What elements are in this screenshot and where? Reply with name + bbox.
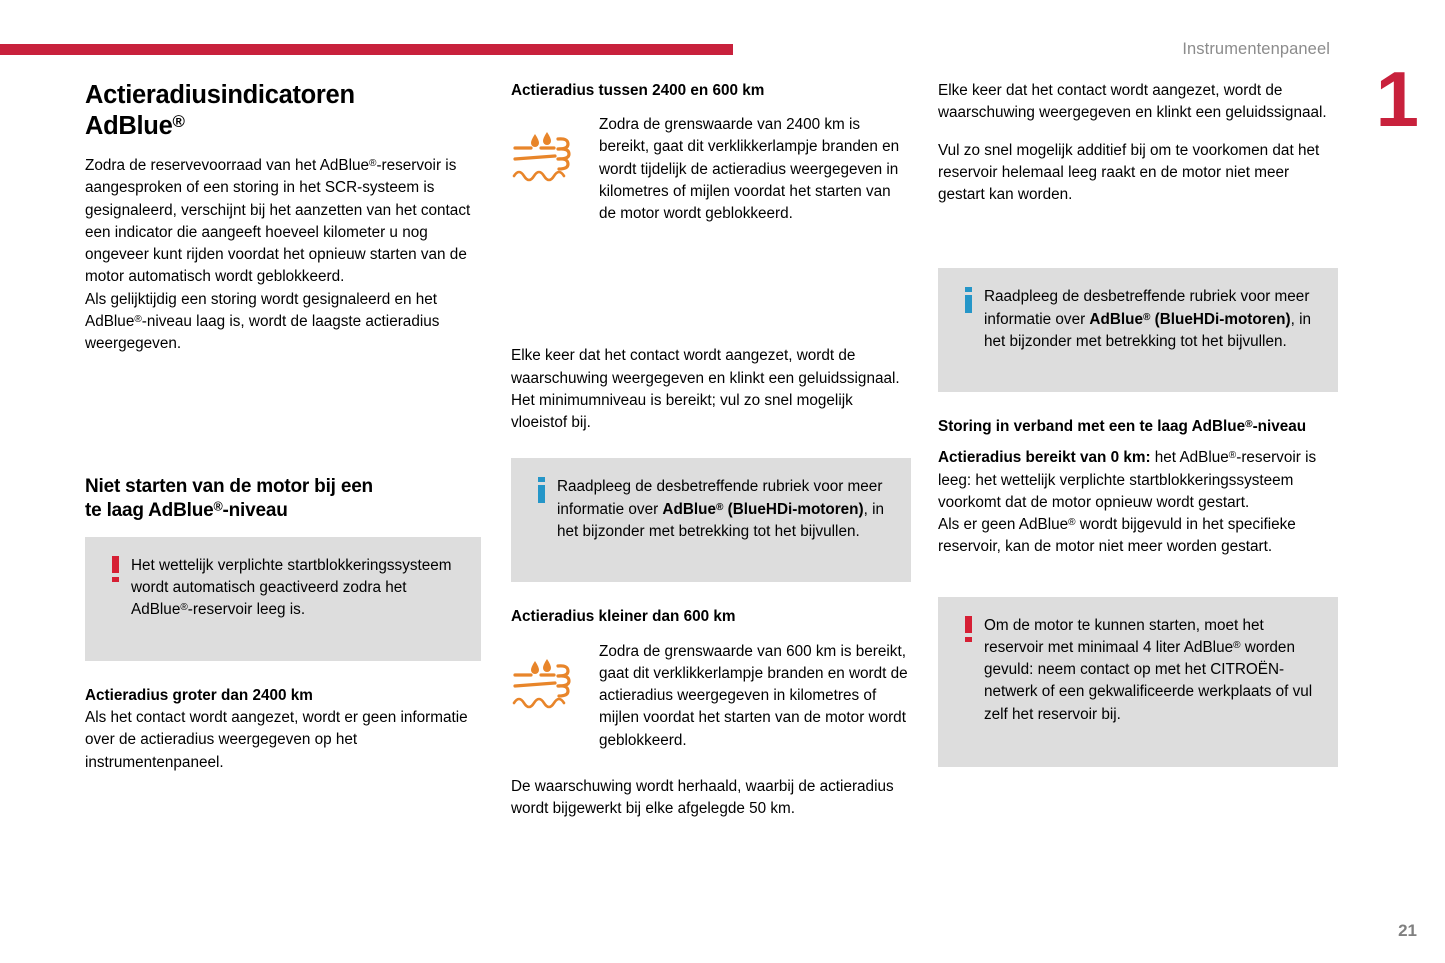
intro-text-c: Als gelijktijdig een storing wordt gesignaleerd en het AdBlue <box>85 290 438 330</box>
subheading-range-over-2400: Actieradius groter dan 2400 km <box>85 686 313 704</box>
registered-mark: ® <box>172 111 185 131</box>
warning-exclamation-icon <box>112 556 119 582</box>
spacer <box>938 392 1338 416</box>
figure-row-between <box>511 114 911 225</box>
chapter-number-tab: 1 <box>1375 55 1417 143</box>
heading-line2-suffix: -niveau <box>222 500 288 522</box>
info-text-bold <box>1089 311 1290 328</box>
registered-mark: ® <box>1228 450 1237 462</box>
body-range-over-2400: Als het contact wordt aangezet, wordt er geen informatie over de actieradius weergegeven op het instrumentenpaneel. <box>85 709 468 771</box>
figure-row-under600 <box>511 641 911 752</box>
info-text-a: Raadpleeg de desbetreffende rubriek voor meer informatie over <box>557 478 883 518</box>
intro-paragraph-2 <box>85 289 481 356</box>
info-text-b: , in het bijzonder met betrekking tot het bijvullen. <box>984 310 1312 350</box>
intro-text-b: -reservoir is aangesproken of een storing in het SCR-systeem is gesignaleerd, verschijnt bij het aanzetten van het contact een indicator die aangeeft hoeveel kilometer u nog ongeveer kunt rijden voordat het opnieuw starten van de motor automatisch wordt geblokkeerd. <box>85 157 471 286</box>
spacer <box>938 125 1338 140</box>
registered-mark: ® <box>369 157 377 169</box>
info-bold-b: (BlueHDi-motoren) <box>1150 310 1291 328</box>
body-refill-additive: Vul zo snel mogelijk additief bij om te voorkomen dat het reservoir helemaal leeg raakt en de motor niet meer gestart kan worden. <box>938 141 1320 203</box>
body-range-zero <box>938 447 1338 514</box>
icon-slot <box>952 615 984 642</box>
warning-text-a: Om de motor te kunnen starten, moet het reservoir met minimaal 4 liter AdBlue <box>984 616 1264 656</box>
registered-mark: ® <box>1142 311 1151 323</box>
registered-mark: ® <box>213 499 223 514</box>
information-i-icon <box>538 477 545 503</box>
spacer <box>938 206 1338 268</box>
info-text-bold <box>662 501 863 518</box>
intro-paragraph <box>85 155 481 289</box>
warning-callout-box <box>85 537 481 661</box>
information-i-icon <box>965 287 972 313</box>
warning-callout-text <box>131 555 465 622</box>
body-minimum-level: Het minimumniveau is bereikt; vul zo snel mogelijk vloeistof bij. <box>511 391 853 432</box>
spacer <box>511 582 911 606</box>
header-rule <box>0 44 733 55</box>
subheading-range-between: Actieradius tussen 2400 en 600 km <box>511 82 765 99</box>
body-zero-d: wordt bijgevuld in het specifieke reservoir, kan de motor niet meer worden gestart. <box>938 516 1296 556</box>
icon-slot <box>511 641 599 718</box>
body-warning-repeat: De waarschuwing wordt herhaald, waarbij de actieradius wordt bijgewerkt bij elke afgelegde 50 km. <box>511 777 894 818</box>
info-text-a: Raadpleeg de desbetreffende rubriek voor meer informatie over <box>984 288 1310 328</box>
body-ignition-col2: Elke keer dat het contact wordt aangezet, wordt de waarschuwing weergegeven en klinkt een geluidssignaal. <box>511 347 900 387</box>
body-zero-c: Als er geen AdBlue <box>938 516 1069 534</box>
spacer <box>938 438 1338 447</box>
figure-text-under600: Zodra de grenswaarde van 600 km is bereikt, gaat dit verklikkerlampje branden en wordt de actieradius weergegeven in kilometres of mijlen voordat het starten van de motor wordt geblokkeerd. <box>599 642 908 749</box>
page-title-line1: Actieradiusindicatoren <box>85 81 355 109</box>
section-header-title: Instrumentenpaneel <box>1182 40 1330 58</box>
info-bold-a: AdBlue <box>662 500 716 518</box>
heading-line1: Niet starten van de motor bij een <box>85 476 373 498</box>
body-zero-bold: Actieradius bereikt van 0 km: <box>938 449 1151 467</box>
info-callout-box-col2 <box>511 458 911 582</box>
spacer <box>938 559 1338 597</box>
intro-text-a: Zodra de reservevoorraad van het AdBlue <box>85 157 370 175</box>
heading-fault-low-adblue <box>938 416 1338 438</box>
warning-text-a: Het wettelijk verplichte startblokkeringssysteem wordt automatisch geactiveerd zodra het AdBlue <box>131 556 452 619</box>
body-range-zero-2 <box>938 514 1338 559</box>
registered-mark: ® <box>1068 516 1076 528</box>
heading-line2: te laag AdBlue <box>85 500 214 522</box>
spacer <box>511 752 911 776</box>
subheading-range-under-600: Actieradius kleiner dan 600 km <box>511 608 736 626</box>
registered-mark: ® <box>1245 419 1253 431</box>
figure-text-between: Zodra de grenswaarde van 2400 km is bereikt, gaat dit verklikkerlampje branden en wordt tijdelijk de actieradius weergegeven in kilometres of mijlen voordat het starten van de motor wordt geblokkeerd. <box>599 116 900 223</box>
page-number: 21 <box>1398 921 1417 940</box>
adblue-telltale-icon <box>511 655 585 711</box>
registered-mark: ® <box>1233 639 1241 651</box>
registered-mark: ® <box>180 602 188 614</box>
column-three <box>938 80 1338 767</box>
page-title-line2: AdBlue <box>85 111 173 140</box>
warning-text-b: worden gevuld: neem contact op met het CITROËN-netwerk of een gekwalificeerde werkplaats of vul zelf het reservoir bij. <box>984 638 1313 723</box>
heading-fault-b: -niveau <box>1252 418 1307 436</box>
spacer <box>511 434 911 458</box>
warning-exclamation-icon <box>965 616 972 642</box>
info-callout-box-col3 <box>938 268 1338 392</box>
page-title <box>85 80 481 141</box>
icon-slot <box>99 555 131 582</box>
icon-slot <box>511 114 599 191</box>
warning-callout-text-col3 <box>984 615 1322 726</box>
registered-mark: ® <box>134 313 142 325</box>
column-two <box>511 80 911 820</box>
heading-fault-a: Storing in verband met een te laag AdBlue <box>938 418 1246 436</box>
intro-text-d: -niveau laag is, wordt de laagste actieradius weergegeven. <box>85 312 440 353</box>
icon-slot <box>525 476 557 503</box>
warning-callout-box-col3 <box>938 597 1338 767</box>
info-bold-a: AdBlue <box>1089 310 1143 328</box>
body-ignition-col3: Elke keer dat het contact wordt aangezet, wordt de waarschuwing weergegeven en klinkt een geluidssignaal. <box>938 82 1327 122</box>
info-callout-text-col2 <box>557 476 895 543</box>
registered-mark: ® <box>715 501 724 513</box>
spacer <box>511 225 911 345</box>
column-one <box>85 80 481 774</box>
info-bold-b: (BlueHDi-motoren) <box>723 500 864 518</box>
spacer <box>85 355 481 475</box>
body-zero-b: -reservoir is leeg: het wettelijk verplichte startblokkeringssysteem voorkomt dat de motor opnieuw wordt gestart. <box>938 449 1317 511</box>
warning-text-b: -reservoir leeg is. <box>187 601 306 619</box>
heading-no-start-engine <box>85 475 481 523</box>
info-text-b: , in het bijzonder met betrekking tot het bijvullen. <box>557 500 885 540</box>
body-zero-a: het AdBlue <box>1150 449 1229 467</box>
icon-slot <box>952 286 984 313</box>
info-callout-text-col3 <box>984 286 1322 353</box>
adblue-telltale-icon <box>511 128 585 184</box>
spacer <box>85 661 481 685</box>
